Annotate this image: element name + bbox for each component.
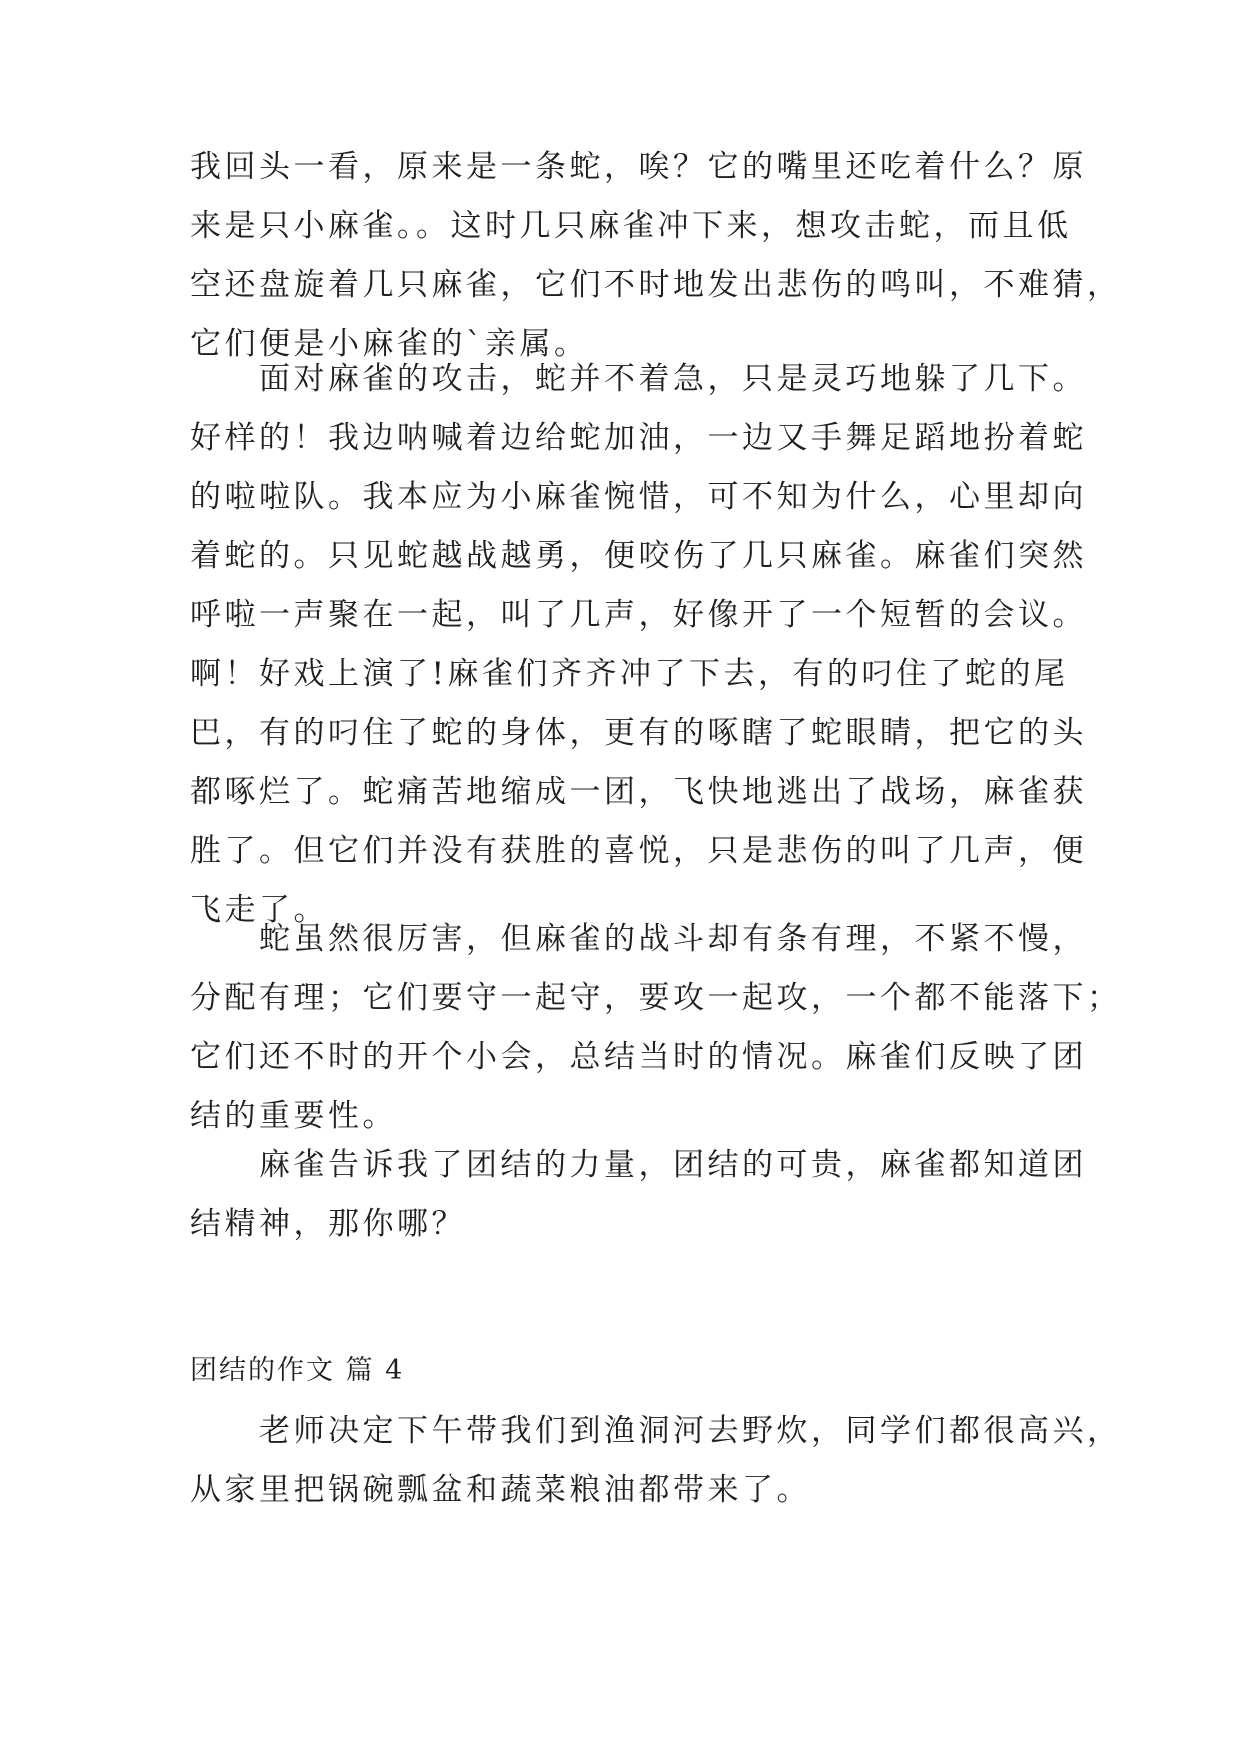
paragraph-4 xyxy=(190,1136,1087,1254)
paragraph-line: 结的重要性。 xyxy=(190,1098,397,1134)
paragraph-line: 胜了。但它们并没有获胜的喜悦，只是悲伤的叫了几声，便 xyxy=(190,833,1087,869)
section-heading: 团结的作文 篇 4 xyxy=(190,1355,405,1386)
paragraph-line: 呼啦一声聚在一起，叫了几声，好像开了一个短暂的会议。 xyxy=(190,597,1087,633)
paragraph-5 xyxy=(190,1402,1122,1520)
paragraph-line: 都啄烂了。蛇痛苦地缩成一团，飞快地逃出了战场，麻雀获 xyxy=(190,774,1087,810)
paragraph-line: 着蛇的。只见蛇越战越勇，便咬伤了几只麻雀。麻雀们突然 xyxy=(190,538,1087,574)
paragraph-line: 分配有理；它们要守一起守，要攻一起攻，一个都不能落下； xyxy=(190,980,1122,1016)
paragraph-line: 啊！好戏上演了!麻雀们齐齐冲了下去，有的叼住了蛇的尾 xyxy=(190,656,1069,692)
paragraph-line: 的啦啦队。我本应为小麻雀惋惜，可不知为什么，心里却向 xyxy=(190,479,1087,515)
paragraph-1 xyxy=(190,138,1122,374)
paragraph-line: 老师决定下午带我们到渔洞河去野炊，同学们都很高兴， xyxy=(190,1413,1122,1449)
paragraph-line: 来是只小麻雀。。这时几只麻雀冲下来，想攻击蛇，而且低 xyxy=(190,208,1072,244)
paragraph-line: 面对麻雀的攻击，蛇并不着急，只是灵巧地躲了几下。 xyxy=(190,361,1087,397)
paragraph-line: 巴，有的叼住了蛇的身体，更有的啄瞎了蛇眼睛，把它的头 xyxy=(190,715,1087,751)
paragraph-2 xyxy=(190,350,1087,940)
paragraph-line: 结精神，那你哪？ xyxy=(190,1206,466,1242)
paragraph-line: 空还盘旋着几只麻雀，它们不时地发出悲伤的鸣叫，不难猜， xyxy=(190,267,1122,303)
paragraph-line: 从家里把锅碗瓢盆和蔬菜粮油都带来了。 xyxy=(190,1472,811,1508)
paragraph-line: 好样的！我边呐喊着边给蛇加油，一边又手舞足蹈地扮着蛇 xyxy=(190,420,1087,456)
paragraph-line: 飞走了。 xyxy=(190,892,328,928)
paragraph-line: 麻雀告诉我了团结的力量，团结的可贵，麻雀都知道团 xyxy=(190,1147,1087,1183)
paragraph-3 xyxy=(190,910,1122,1146)
paragraph-line: 我回头一看，原来是一条蛇，唉？它的嘴里还吃着什么？原 xyxy=(190,149,1087,185)
paragraph-line: 它们还不时的开个小会，总结当时的情况。麻雀们反映了团 xyxy=(190,1039,1087,1075)
paragraph-line: 蛇虽然很厉害，但麻雀的战斗却有条有理，不紧不慢， xyxy=(190,921,1087,957)
paragraph-line: 它们便是小麻雀的`亲属。 xyxy=(190,326,589,362)
